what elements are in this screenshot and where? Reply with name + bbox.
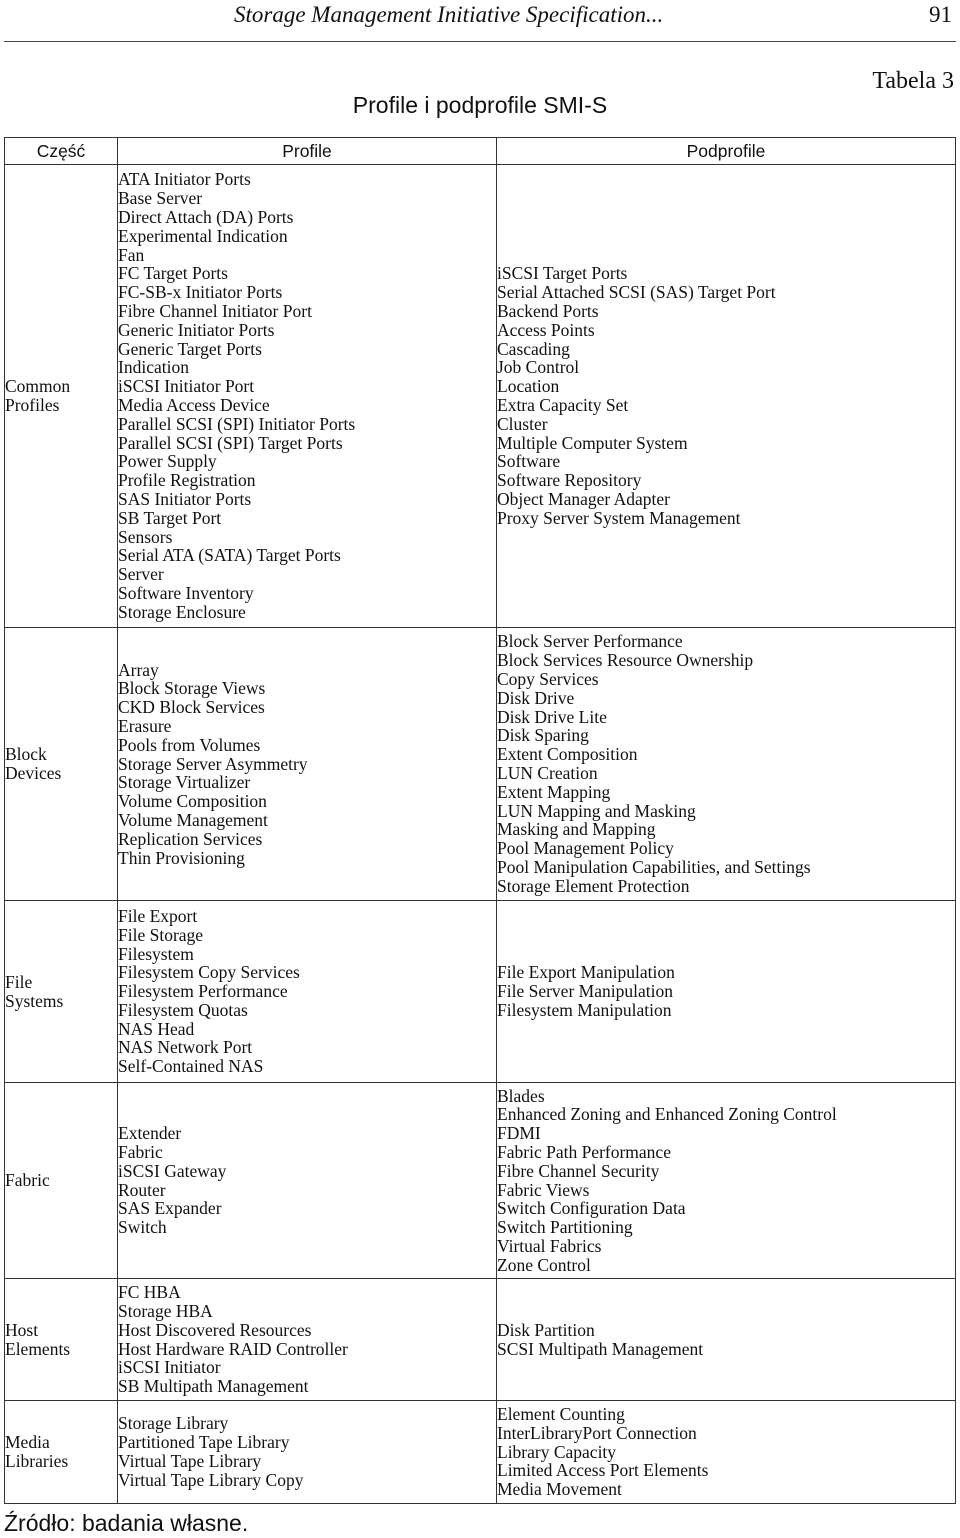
subprofile-item: Blades [497,1085,545,1106]
profile-item: Generic Initiator Ports [118,319,275,340]
subprofile-item: Disk Drive Lite [497,706,607,727]
subprofile-item: Serial Attached SCSI (SAS) Target Port [497,282,776,303]
profile-item: NAS Head [118,1018,195,1039]
table-row [5,628,956,901]
part-name: File Systems [5,971,64,1011]
table-label: Tabela 3 [872,68,954,94]
part-cell [5,165,118,628]
table-caption: Profile i podprofile SMI-S [352,92,608,118]
profile-item: Filesystem Copy Services [118,962,300,983]
profile-item: Parallel SCSI (SPI) Initiator Ports [118,413,356,434]
profile-item: Serial ATA (SATA) Target Ports [118,545,341,566]
profiles-cell [118,1279,497,1401]
profile-item: Fibre Channel Initiator Port [118,301,312,322]
table-row [5,1401,956,1504]
subprofile-item: LUN Mapping and Masking [497,800,696,821]
profile-item: Sensors [118,526,173,547]
profile-item: iSCSI Initiator Port [118,376,255,397]
profile-item: SAS Expander [118,1198,222,1219]
profile-item: FC-SB-x Initiator Ports [118,282,283,303]
profile-item: Virtual Tape Library Copy [118,1469,304,1490]
subprofile-item: Masking and Mapping [497,819,656,840]
subprofiles-cell [497,1401,956,1504]
subprofile-item: Block Services Resource Ownership [497,650,754,671]
column-header-subprofiles: Podprofile [497,138,956,165]
profiles-cell [118,1401,497,1504]
profile-item: FC HBA [118,1282,181,1303]
subprofile-item: File Export Manipulation [497,962,675,983]
profile-item: Server [118,564,164,585]
subprofiles-cell [497,165,956,628]
subprofile-item: Limited Access Port Elements [497,1460,709,1481]
column-header-profiles: Profile [118,138,497,165]
subprofile-item: Location [497,376,560,397]
table-row [5,1279,956,1401]
profiles-cell [118,1083,497,1279]
profile-item: Switch [118,1217,167,1238]
subprofile-item: Multiple Computer System [497,432,688,453]
profile-item: SB Target Port [118,507,222,528]
profile-item: File Export [118,905,198,926]
subprofile-item: Cascading [497,338,570,359]
table-body [5,165,956,1504]
subprofile-item: Job Control [497,357,580,378]
table-row [5,901,956,1083]
table-header-row [5,138,956,165]
profile-item: Storage HBA [118,1300,213,1321]
part-name: Block Devices [5,744,62,783]
profiles-cell [118,165,497,628]
subprofile-list [497,963,955,1019]
subprofile-item: Fabric Views [497,1179,590,1200]
profiles-cell [118,628,497,901]
subprofile-item: Disk Sparing [497,725,589,746]
subprofile-item: Object Manager Adapter [497,488,670,509]
profile-item: Base Server [118,188,203,209]
subprofile-item: Switch Partitioning [497,1217,633,1238]
profile-item: File Storage [118,924,204,945]
subprofile-item: File Server Manipulation [497,981,673,1002]
profile-list [118,1283,496,1396]
profile-item: Pools from Volumes [118,734,261,755]
profile-item: Partitioned Tape Library [118,1432,290,1453]
profile-item: Generic Target Ports [118,338,262,359]
profile-item: SB Multipath Management [118,1376,309,1397]
profiles-cell [118,901,497,1083]
profile-item: Thin Provisioning [118,847,245,868]
profile-list [118,661,496,868]
profiles-table [4,137,956,1504]
profile-item: Storage Enclosure [118,601,246,622]
subprofile-item: Zone Control [497,1254,591,1275]
part-cell [5,1279,118,1401]
part-name: Media Libraries [5,1432,69,1471]
profile-item: Block Storage Views [118,678,266,699]
table-row [5,165,956,628]
profile-item: Direct Attach (DA) Ports [118,207,294,228]
profile-item: Filesystem Quotas [118,999,248,1020]
part-cell [5,1401,118,1504]
part-name: Host Elements [5,1319,71,1359]
subprofile-item: Extra Capacity Set [497,395,629,415]
subprofiles-cell [497,1279,956,1401]
profile-item: Extender [118,1123,182,1144]
profile-list [118,170,496,621]
page-number: 91 [929,2,952,27]
subprofile-list [497,264,955,527]
profile-item: iSCSI Initiator [118,1357,221,1378]
profile-item: Host Discovered Resources [118,1319,312,1340]
subprofile-item: Software [497,451,561,472]
subprofile-list [497,1087,955,1275]
part-cell [5,628,118,901]
profile-item: Media Access Device [118,395,270,415]
profile-item: Profile Registration [118,470,256,491]
part-cell [5,1083,118,1279]
profile-item: ATA Initiator Ports [118,169,251,190]
subprofile-item: Cluster [497,413,548,434]
profile-item: Router [118,1179,166,1200]
profile-item: Filesystem [118,943,194,964]
subprofile-item: Filesystem Manipulation [497,999,672,1020]
profile-item: Software Inventory [118,582,254,603]
subprofiles-cell [497,901,956,1083]
subprofile-item: Access Points [497,319,595,340]
subprofile-item: Media Movement [497,1479,622,1500]
subprofile-item: Switch Configuration Data [497,1198,686,1219]
profile-item: Filesystem Performance [118,981,288,1002]
subprofile-item: Fibre Channel Security [497,1160,660,1181]
subprofile-list [497,1321,955,1359]
subprofile-item: Backend Ports [497,301,599,322]
profile-item: NAS Network Port [118,1037,253,1058]
subprofiles-cell [497,628,956,901]
subprofile-item: Copy Services [497,669,599,690]
subprofile-item: Element Counting [497,1404,625,1424]
profile-item: Fabric [118,1141,163,1162]
profile-item: SAS Initiator Ports [118,488,252,509]
profile-item: Self-Contained NAS [118,1056,264,1077]
profile-item: CKD Block Services [118,697,265,718]
subprofile-item: Pool Manipulation Capabilities, and Settings [497,856,811,877]
subprofile-item: Enhanced Zoning and Enhanced Zoning Control [497,1104,837,1125]
profile-item: Virtual Tape Library [118,1451,262,1471]
subprofiles-cell [497,1083,956,1279]
source-note: Źródło: badania własne. [4,1510,249,1536]
subprofile-item: Storage Element Protection [497,875,690,896]
profile-item: Parallel SCSI (SPI) Target Ports [118,432,343,453]
subprofile-item: Software Repository [497,470,642,491]
profile-item: Storage Server Asymmetry [118,753,308,774]
subprofile-item: InterLibraryPort Connection [497,1422,697,1443]
profile-list [118,1124,496,1237]
subprofile-item: Extent Mapping [497,781,611,802]
subprofile-item: iSCSI Target Ports [497,263,628,284]
part-cell [5,901,118,1083]
profile-item: Storage Library [118,1413,229,1434]
subprofile-list [497,1405,955,1499]
subprofile-item: Library Capacity [497,1441,617,1462]
profile-item: Array [118,659,159,680]
running-title: Storage Management Initiative Specification... [234,2,664,27]
profile-item: Experimental Indication [118,225,288,246]
profile-list [118,1414,496,1489]
profile-list [118,907,496,1076]
profile-item: Power Supply [118,451,217,472]
subprofile-item: SCSI Multipath Management [497,1338,704,1359]
profile-item: Volume Management [118,809,268,830]
subprofile-item: Virtual Fabrics [497,1235,602,1256]
column-header-part: Część [5,138,118,165]
profile-item: iSCSI Gateway [118,1160,227,1181]
profile-item: Volume Composition [118,791,267,812]
profile-item: Fan [118,244,145,265]
part-name: Fabric [5,1170,50,1191]
subprofile-list [497,632,955,895]
profile-item: Erasure [118,716,172,736]
page-header [0,0,960,42]
subprofile-item: Fabric Path Performance [497,1141,671,1162]
subprofile-item: Block Server Performance [497,631,683,652]
table-row [5,1083,956,1279]
subprofile-item: Proxy Server System Management [497,507,741,528]
subprofile-item: Disk Drive [497,687,575,708]
profile-item: Replication Services [118,828,263,849]
profile-item: Host Hardware RAID Controller [118,1338,348,1359]
profile-item: FC Target Ports [118,263,228,284]
subprofile-item: Disk Partition [497,1319,595,1340]
profile-item: Indication [118,357,189,378]
subprofile-item: Extent Composition [497,744,638,765]
subprofile-item: LUN Creation [497,763,598,783]
profile-item: Storage Virtualizer [118,772,251,793]
subprofile-item: Pool Management Policy [497,838,674,859]
part-name: Common Profiles [5,376,71,415]
subprofile-item: FDMI [497,1123,541,1144]
header-divider [4,41,956,42]
